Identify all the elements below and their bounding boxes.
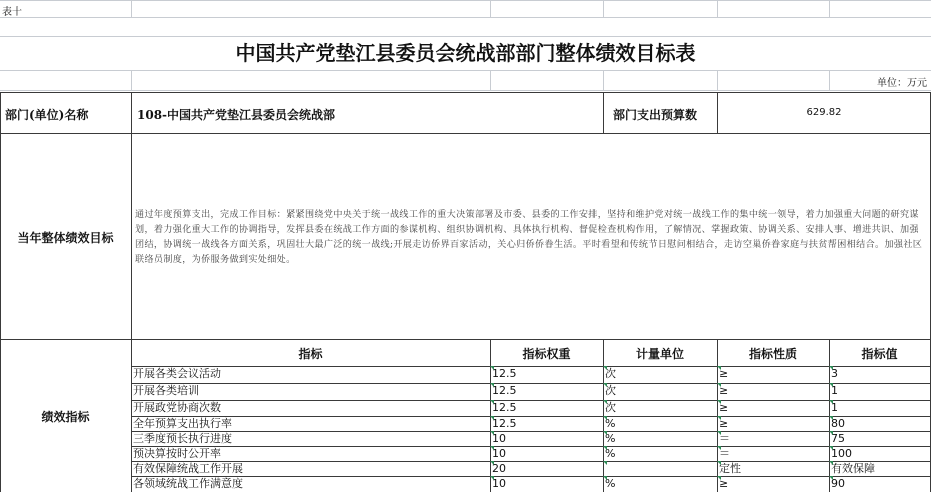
cell-note-marker-icon <box>490 383 494 387</box>
cell-note-marker-icon <box>717 383 721 387</box>
indicator-nature: ＝ <box>719 447 730 460</box>
budget-value: 629.82 <box>806 107 842 118</box>
cell-note-marker-icon <box>490 446 494 450</box>
indicator-weight: 12.5 <box>492 367 517 380</box>
indicator-name: 开展政党协商次数 <box>133 401 221 414</box>
cell-note-marker-icon <box>717 366 721 370</box>
cell-note-marker-icon <box>603 400 607 404</box>
cell-note-marker-icon <box>829 461 833 465</box>
indicator-nature: ≥ <box>719 417 729 430</box>
cell-note-marker-icon <box>490 476 494 480</box>
cell-note-marker-icon <box>603 416 607 420</box>
cell-note-marker-icon <box>717 476 721 480</box>
budget-label: 部门支出预算数 <box>613 108 698 122</box>
cell-note-marker-icon <box>829 416 833 420</box>
cell-note-marker-icon <box>603 461 607 465</box>
indicator-nature: ＝ <box>719 432 730 445</box>
indicator-weight: 20 <box>492 462 506 475</box>
indicator-value: 3 <box>831 367 838 380</box>
indicator-unit: % <box>605 417 616 430</box>
cell-note-marker-icon <box>717 461 721 465</box>
col-header-nature: 指标性质 <box>748 347 797 361</box>
col-header-indicator: 指标 <box>298 347 323 361</box>
cell-note-marker-icon <box>717 416 721 420</box>
indicator-name: 各领域统战工作满意度 <box>133 477 243 490</box>
indicator-unit: % <box>605 432 616 445</box>
cell-note-marker-icon <box>829 476 833 480</box>
indicator-value: 100 <box>831 447 852 460</box>
indicator-value: 1 <box>831 401 838 414</box>
cell-note-marker-icon <box>829 366 833 370</box>
indicator-weight: 10 <box>492 477 506 490</box>
dept-name-label: 部门(单位)名称 <box>5 108 89 122</box>
indicators-section-label: 绩效指标 <box>41 410 90 424</box>
indicator-name: 有效保障统战工作开展 <box>133 462 243 475</box>
indicator-nature: 定性 <box>719 462 741 475</box>
indicator-unit: % <box>605 477 616 490</box>
cell-note-marker-icon <box>829 383 833 387</box>
cell-note-marker-icon <box>490 400 494 404</box>
cell-note-marker-icon <box>603 366 607 370</box>
indicator-name: 开展各类培训 <box>133 384 199 397</box>
indicator-name: 三季度预长执行进度 <box>133 432 232 445</box>
sheet-corner-label: 表十 <box>2 7 22 18</box>
indicator-value: 80 <box>831 417 845 430</box>
cell-note-marker-icon <box>603 476 607 480</box>
cell-note-marker-icon <box>829 400 833 404</box>
cell-note-marker-icon <box>603 383 607 387</box>
indicator-nature: ≥ <box>719 384 729 397</box>
indicator-weight: 12.5 <box>492 401 517 414</box>
annual-goal-text: 通过年度预算支出，完成工作目标：紧紧围绕党中央关于统一战线工作的重大决策部署及市委、县委的工作安排，坚持和维护党对统一战线工作的集中统一领导，着力加强重大问题的研究谋划，着力强化重大工作的协调指导，发挥县委在统战工作方面的参谋机构、组织协调机构、具体执行机构、督促检查机构作用，了解情况、掌握政策、协调关系、安排人事、增进共识、加强团结，协调统一战线各方面关系，巩固壮大最广泛的统一战线;开展走访侨界百家活动，关心归侨侨眷生活。平时看望和传统节日慰问相结合，走访空巢侨眷家庭与扶贫帮困相结合。加强社区联络员制度，为侨服务做到实处细处。 <box>135 210 923 265</box>
cell-note-marker-icon <box>490 416 494 420</box>
indicator-nature: ≥ <box>719 401 729 414</box>
col-header-unit: 计量单位 <box>635 347 684 361</box>
col-header-weight: 指标权重 <box>522 347 571 361</box>
indicator-weight: 12.5 <box>492 384 517 397</box>
indicator-unit: 次 <box>605 384 616 397</box>
cell-note-marker-icon <box>490 431 494 435</box>
cell-note-marker-icon <box>717 431 721 435</box>
cell-note-marker-icon <box>717 400 721 404</box>
cell-note-marker-icon <box>829 431 833 435</box>
indicator-nature: ≥ <box>719 367 729 380</box>
cell-note-marker-icon <box>603 446 607 450</box>
cell-note-marker-icon <box>717 446 721 450</box>
indicator-value: 有效保障 <box>831 462 875 475</box>
indicator-name: 开展各类会议活动 <box>133 367 221 380</box>
indicator-unit: 次 <box>605 401 616 414</box>
indicator-nature: ≥ <box>719 477 729 490</box>
indicator-unit: % <box>605 447 616 460</box>
indicator-weight: 10 <box>492 432 506 445</box>
cell-note-marker-icon <box>603 431 607 435</box>
cell-note-marker-icon <box>490 461 494 465</box>
indicator-value: 1 <box>831 384 838 397</box>
indicator-value: 90 <box>831 477 845 490</box>
cell-note-marker-icon <box>829 446 833 450</box>
col-header-value: 指标值 <box>861 347 898 361</box>
indicator-unit: 次 <box>605 367 616 380</box>
cell-note-marker-icon <box>490 366 494 370</box>
indicator-value: 75 <box>831 432 845 445</box>
unit-note: 单位：万元 <box>877 78 927 89</box>
indicator-name: 全年预算支出执行率 <box>133 417 232 430</box>
indicator-weight: 12.5 <box>492 417 517 430</box>
indicator-name: 预决算按时公开率 <box>133 447 221 460</box>
dept-name-value: 108-中国共产党垫江县委员会统战部 <box>137 108 336 122</box>
annual-goal-label: 当年整体绩效目标 <box>17 231 114 245</box>
page-title: 中国共产党垫江县委员会统战部部门整体绩效目标表 <box>235 41 696 65</box>
indicator-weight: 10 <box>492 447 506 460</box>
